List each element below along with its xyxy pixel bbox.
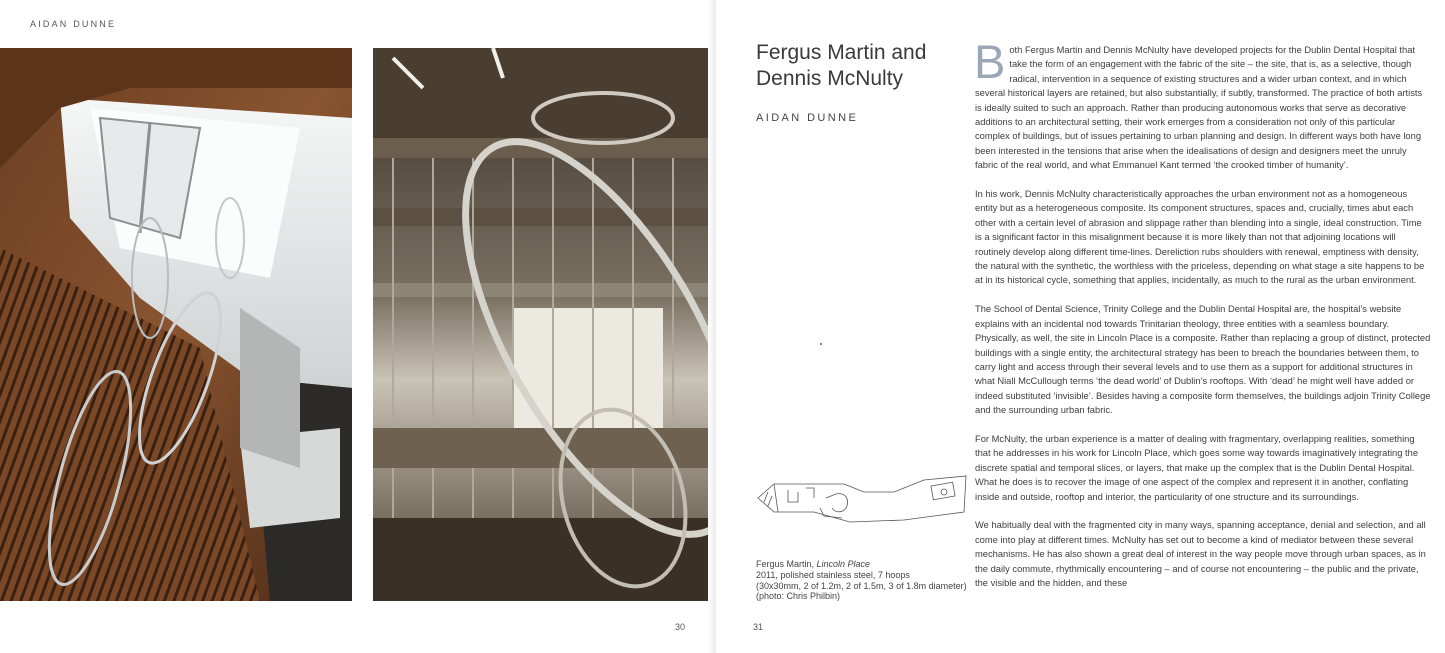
author-byline: AIDAN DUNNE: [756, 112, 859, 124]
figure-caption: [756, 559, 976, 602]
atrium-photo-illustration: [0, 48, 352, 601]
page-number: 30: [675, 622, 686, 632]
article-title: [756, 40, 966, 92]
paragraph-3: The School of Dental Science, Trinity College and the Dublin Dental Hospital are, the hospital’s website explains with an incidental nod towards Trinitarian theology, three entities with a seamless boundary. Physically, as well, the site in Lincoln Place is a composite. Rather than replacing a group of distinct, protected buildings with a single entity, the architectural strategy has been to breach the boundaries between them, to carry light and access through their several levels and to use them as a support for additional structures in what Niall McCullough terms ‘the dead world’ of Dublin’s rooftops. With ‘dead’ he might well have added or indeed substituted ‘invisible’. Besides having a composite form themselves, the buildings adjoin Trinity College and the surrounding urban fabric.: [975, 304, 1431, 416]
lincoln-place-sketch: [754, 462, 970, 532]
page-number: 31: [753, 622, 764, 632]
drop-cap: B: [974, 35, 1006, 88]
article-body: [974, 35, 1431, 605]
caption-work-title: Lincoln Place: [816, 559, 871, 569]
left-page: [0, 0, 716, 653]
paragraph-5: We habitually deal with the fragmented city in many ways, spanning acceptance, denial and selection, and all come into play at different times. McNulty has set out to become a kind of mediator between these several mechanisms. He has also shown a great deal of interest in the way people move through urban spaces, as in the daily commute, rhythmically encountering – and of course not encountering – the public and the private, the visible and the hidden, and these: [975, 520, 1426, 588]
caption-materials: 2011, polished stainless steel, 7 hoops: [756, 569, 910, 580]
paragraph-1-text: oth Fergus Martin and Dennis McNulty have developed projects for the Dublin Dental Hospital that take the form of an engagement with the fabric of the site – the site, that is, as a selective, though radical, intervention in a sequence of existing structures and a wider urban context, and in which several historical layers are retained, but also substantially, if subtly, transformed. The practice of both artists is ideally suited to such an approach. Rather than producing autonomous works that serve as decorative additions to an architectural setting, their work emerges from a consideration not only of this particular complex of buildings, but of issues pertaining to urban planning and design. In different ways both have long been interested in the tensions that arise when the idealisations of design and designers meet the unruly fabric of the real world, and what Emmanuel Kant termed ‘the crooked timber of humanity’.: [975, 45, 1423, 171]
running-head: AIDAN DUNNE: [30, 19, 117, 29]
paragraph-2: In his work, Dennis McNulty characteristically approaches the urban environment not as a homogeneous entity but as a heterogeneous composite. Its component structures, spaces and, crucially, times abut each other with a certain level of abrasion and slippage rather than blending into a single, ideal construction. Time is a significant factor in this misalignment because it is more likely than not that adjoining locations will routinely develop along different time-lines. Dereliction rubs shoulders with renewal, emptiness with density, the natural with the synthetic, the worthless with the priceless, depending on what stage a site happens to be at in its historical cycle, something that applies, incidentally, as much to the rural as the urban environment.: [975, 189, 1425, 286]
atrium-photo-illustration: [373, 48, 714, 601]
title-line-1: Fergus Martin and: [756, 41, 927, 64]
paragraph-1: [974, 35, 1431, 173]
decorative-dot: [820, 343, 822, 345]
caption-dimensions: (30x30mm, 2 of 1.2m, 2 of 1.5m, 3 of 1.8m diameter): [756, 580, 967, 591]
atrium-photo-looking-up: [0, 48, 352, 601]
paragraph-4: For McNulty, the urban experience is a matter of dealing with fragmentary, overlapping realities, something that he addresses in his work for Lincoln Place, which goes some way towards imaginatively integrating the discrete spatial and temporal slices, or layers, that make up the complex that is the Dublin Dental Hospital. What he does is to recover the image of one aspect of the complex and represent it in another, conflating inside and outside, rooftop and interior, the particularity of one structure and its surroundings.: [975, 433, 1419, 502]
atrium-photo-with-hoop: [373, 48, 714, 601]
caption-artist: Fergus Martin,: [756, 559, 817, 569]
title-line-2: Dennis McNulty: [756, 67, 904, 90]
caption-photo-credit: (photo: Chris Philbin): [756, 591, 841, 602]
right-page: [716, 0, 1445, 653]
